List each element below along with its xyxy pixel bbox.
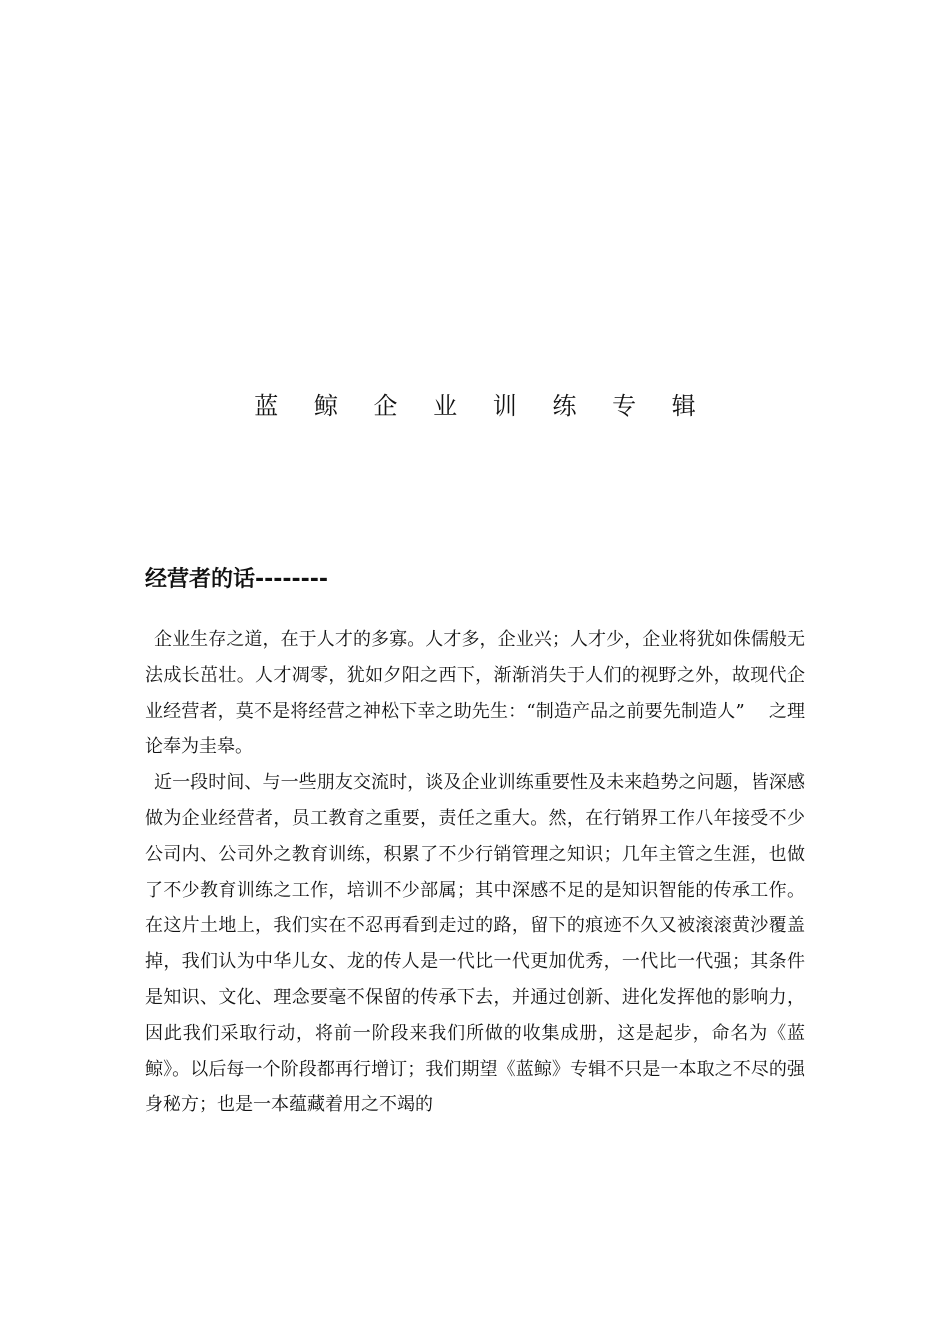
body-text [145, 622, 805, 1123]
paragraph-1: 企业生存之道，在于人才的多寡。人才多，企业兴；人才少，企业将犹如侏儒般无法成长茁壮。人才凋零，犹如夕阳之西下，渐渐消失于人们的视野之外，故现代企业经营者，莫不是将经营之神松下幸之助先生：“制造产品之前要先制造人” 之理论奉为圭皋。 [145, 629, 805, 758]
document-title: 蓝 鲸 企 业 训 练 专 辑 [254, 392, 710, 420]
section-heading: 经营者的话-------- [145, 567, 329, 592]
paragraph-2: 近一段时间、与一些朋友交流时，谈及企业训练重要性及未来趋势之问题，皆深感做为企业经营者，员工教育之重要，责任之重大。然，在行销界工作八年接受不少公司内、公司外之教育训练，积累了不少行销管理之知识；几年主管之生涯，也做了不少教育训练之工作，培训不少部属；其中深感不足的是知识智能的传承工作。在这片土地上，我们实在不忍再看到走过的路，留下的痕迹不久又被滚滚黄沙覆盖掉，我们认为中华儿女、龙的传人是一代比一代更加优秀，一代比一代强；其条件是知识、文化、理念要毫不保留的传承下去，并通过创新、进化发挥他的影响力，因此我们采取行动，将前一阶段来我们所做的收集成册，这是起步，命名为《蓝鲸》。以后每一个阶段都再行增订；我们期望《蓝鲸》专辑不只是一本取之不尽的强身秘方；也是一本蕴藏着用之不竭的 [145, 772, 805, 1116]
